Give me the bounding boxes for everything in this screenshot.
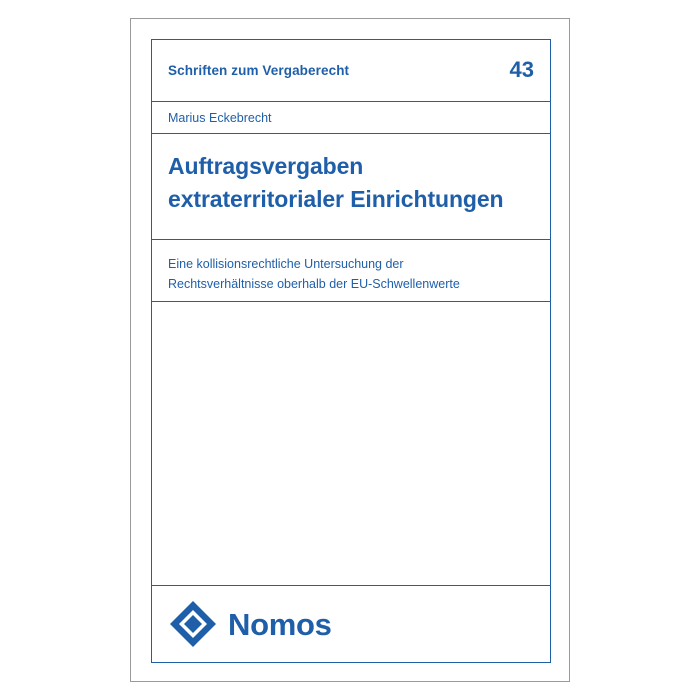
book-outline <box>130 18 570 682</box>
publisher-band <box>152 586 550 662</box>
subtitle-line-2: Rechtsverhältnisse oberhalb der EU-Schwellenwerte <box>168 277 460 292</box>
series-number: 43 <box>509 56 534 82</box>
author-name: Marius Eckebrecht <box>168 110 272 125</box>
cover-frame <box>151 39 551 663</box>
nomos-diamond-icon <box>170 601 216 647</box>
publisher-name: Nomos <box>228 606 332 642</box>
cover-blank-area <box>152 302 550 586</box>
author-band <box>152 102 550 134</box>
title-band <box>152 134 550 240</box>
subtitle-line-1: Eine kollisionsrechtliche Untersuchung der <box>168 257 404 271</box>
title-line-2: extraterritorialer Einrichtungen <box>168 185 504 212</box>
title-line-1: Auftragsvergaben <box>168 153 364 179</box>
series-band <box>152 40 550 102</box>
series-title: Schriften zum Vergaberecht <box>168 63 350 78</box>
subtitle-band <box>152 240 550 302</box>
